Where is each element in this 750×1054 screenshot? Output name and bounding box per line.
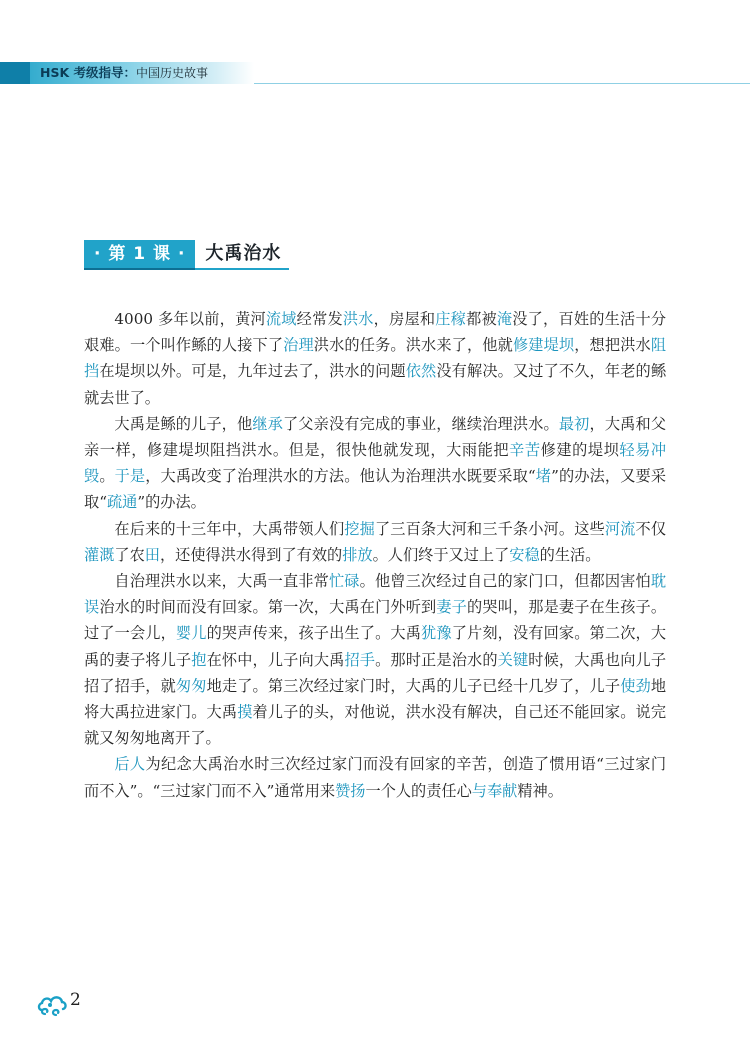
vocab-word: 田 [144, 545, 160, 564]
text-run: 都被 [466, 310, 497, 328]
text-run: ，房屋和 [373, 310, 436, 328]
vocab-word: 最初 [558, 414, 590, 433]
vocab-word: 奉献 [486, 781, 518, 800]
vocab-word: 摸 [237, 703, 253, 722]
vocab-word: 于是 [114, 467, 146, 486]
vocab-word: 挖掘 [344, 519, 375, 538]
text-run: 地走了。第三次经过家门时，大禹的儿子已经十几岁了，儿子 [206, 676, 621, 695]
vocab-word: 灌溉 [84, 545, 115, 564]
text-run: 的生活。 [539, 545, 601, 564]
text-run: ”的办法，又要采取“ [84, 467, 667, 512]
text-run: 自治理洪水以来，大禹一直非常 [114, 572, 329, 591]
header-accent [0, 62, 30, 84]
vocab-word: 妻子 [436, 598, 467, 617]
vocab-word: 依然 [405, 362, 437, 381]
lesson-heading [84, 240, 289, 270]
vocab-word: 治理 [283, 336, 314, 355]
text-run: 着儿子的头，对他说，洪水没有解决，自己还不能回家。说完就又匆匆地离开了。 [84, 703, 667, 748]
paragraph [84, 568, 666, 751]
text-run: 。他曾三次经过自己的家门口，但都因害怕 [359, 572, 651, 591]
text-run: 精神。 [517, 781, 563, 800]
vocab-word: 关键 [497, 650, 529, 669]
vocab-word: 婴儿 [175, 624, 207, 643]
page-number: 2 [70, 990, 81, 1010]
vocab-word: 赞扬 [335, 781, 366, 800]
header-title [40, 64, 208, 82]
vocab-word: 排放 [342, 545, 373, 564]
vocab-word: 招手 [344, 650, 376, 669]
text-run: 。人们终于又过上了 [372, 545, 510, 564]
header-rule [254, 83, 750, 84]
text-run: 修建的堤坝 [540, 441, 620, 460]
vocab-word: 庄稼 [435, 310, 467, 328]
vocab-word: 辛苦 [509, 441, 541, 460]
text-run: 没了，百姓的生活十分艰难。一个叫作鲧的人接下了 [84, 310, 667, 355]
text-run: 了农 [114, 545, 145, 564]
text-run: 在堤坝以外。可是，九年过去了，洪水的问题 [99, 362, 406, 381]
text-run: 。那时正是治水的 [375, 650, 498, 669]
text-run: 不仅 [635, 519, 667, 538]
vocab-word: 与 [471, 781, 487, 800]
text-run: 洪水的任务。洪水来了，他就 [313, 336, 513, 355]
vocab-word: 堵 [535, 467, 552, 486]
paragraph [84, 516, 666, 568]
vocab-word: 安稳 [509, 545, 540, 564]
text-run: 了父亲没有完成的事业，继续治理洪水。 [282, 414, 559, 433]
lesson-number: · 第 1 课 · [84, 240, 195, 270]
text-run: 。 [99, 467, 115, 486]
text-run: ，想把洪水 [574, 336, 651, 355]
vocab-word: 阻挡 [84, 336, 667, 381]
text-run: 了片刻，没有回家。第二次，大禹的妻子将儿子 [84, 624, 667, 669]
text-run: 在怀中，儿子向大禹 [206, 650, 345, 669]
text-run: 大禹是鲧的儿子，他 [114, 414, 253, 433]
text-run: ”的办法。 [137, 493, 206, 512]
vocab-word: 流域 [265, 310, 297, 328]
vocab-word: 耽误 [84, 572, 667, 617]
text-run: 4000 多年以前，黄河 [114, 310, 266, 328]
text-run: 在后来的十三年中，大禹带领人们 [114, 519, 345, 538]
lesson-title: 大禹治水 [195, 240, 289, 270]
paragraph [84, 751, 666, 803]
text-run: 经常发 [296, 310, 343, 328]
header-book: 中国历史故事 [136, 66, 209, 80]
text-run: 没有解决。又过了不久，年老的鲧就去世了。 [84, 362, 667, 407]
text-run: 为纪念大禹治水时三次经过家门而没有回家的辛苦，创造了惯用语“三过家门而不入”。“三过家门而不入”通常用来 [84, 755, 666, 800]
text-run: ，大禹和父亲一样，修建堤坝阻挡洪水。但是，很快他就发现，大雨能把 [84, 414, 667, 460]
text-run: 的哭叫，那是妻子在生孩子。过了一会儿， [84, 598, 667, 643]
paragraph [84, 306, 666, 411]
text-run: 了三百条大河和三千条小河。这些 [374, 519, 605, 538]
vocab-word: 犹豫 [421, 624, 452, 643]
vocab-word: 忙碌 [328, 572, 360, 591]
vocab-word: 疏通 [106, 493, 138, 512]
vocab-word: 匆匆 [175, 676, 207, 695]
cloud-swirl-icon [36, 988, 70, 1018]
vocab-word: 使劲 [620, 676, 651, 695]
running-header [0, 62, 750, 84]
text-run: 时候，大禹也向儿子招了招手，就 [84, 650, 667, 695]
header-series: HSK 考级指导： [40, 65, 137, 80]
text-run: ，大禹改变了治理洪水的方法。他认为治理洪水既要采取“ [145, 467, 536, 486]
vocab-word: 轻易冲毁 [84, 441, 667, 486]
text-run: ，还使得洪水得到了有效的 [159, 545, 343, 564]
vocab-word: 淹 [496, 310, 513, 328]
text-run: 的哭声传来，孩子出生了。大禹 [206, 624, 422, 643]
vocab-word: 洪水 [342, 310, 374, 328]
paragraph [84, 411, 666, 516]
text-run: 治水的时间而没有回家。第一次，大禹在门外听到 [99, 598, 437, 617]
vocab-word: 抱 [191, 650, 207, 669]
text-run: 一个人的责任心 [365, 781, 472, 800]
text-run: 地将大禹拉进家门。大禹 [84, 676, 667, 722]
vocab-word: 修建堤坝 [512, 336, 575, 355]
vocab-word: 继承 [252, 414, 283, 433]
story-text [84, 306, 666, 804]
vocab-word: 河流 [604, 519, 636, 538]
vocab-word: 后人 [114, 755, 146, 774]
